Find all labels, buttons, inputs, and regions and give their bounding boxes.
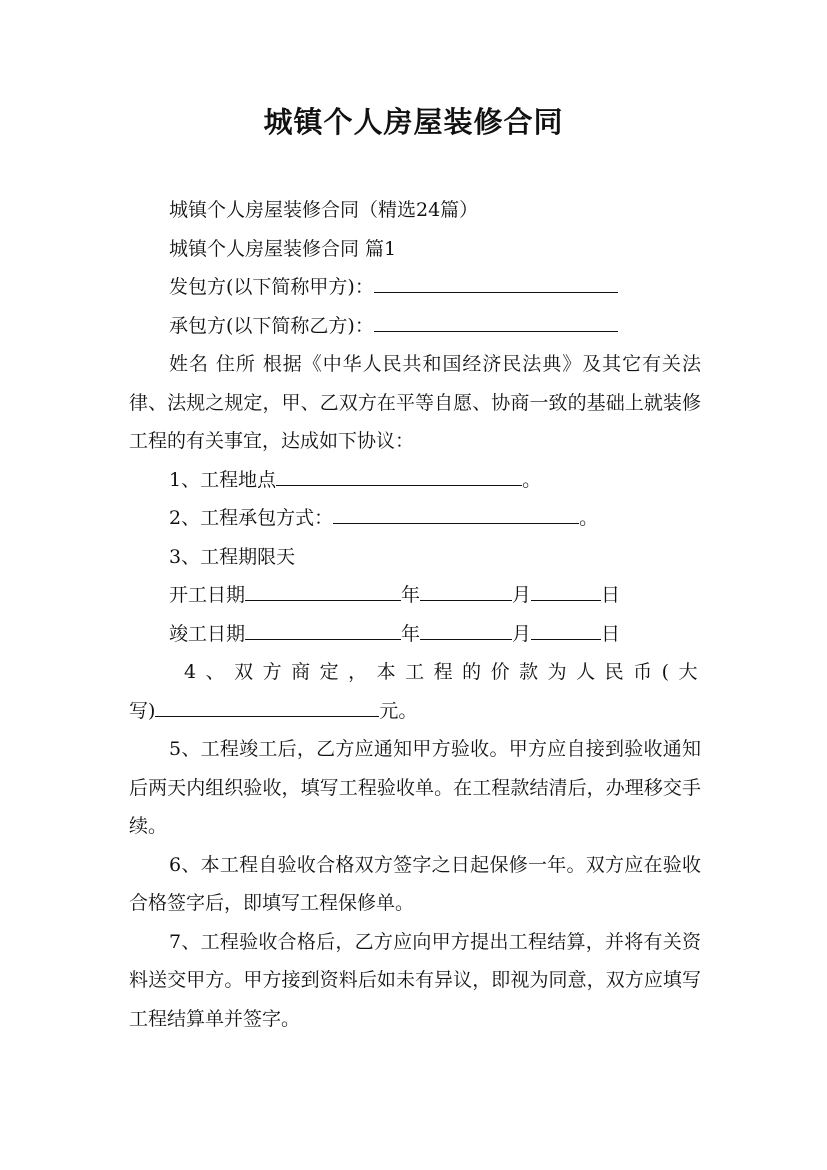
party-a-line (129, 268, 701, 307)
end-date-label: 竣工日期 (169, 622, 246, 645)
party-a-blank (374, 273, 618, 293)
item-1-blank (276, 466, 522, 486)
item-2-line (129, 499, 701, 538)
end-year-blank (245, 620, 401, 640)
party-b-line (129, 307, 701, 346)
item-7-paragraph: 7、工程验收合格后，乙方应向甲方提出工程结算，并将有关资料送交甲方。甲方接到资料后如未有异议，即视为同意，双方应填写工程结算单并签字。 (129, 930, 701, 1030)
end-day-blank (531, 620, 601, 640)
item-4-prefix: 写) (129, 699, 156, 722)
start-month-blank (420, 581, 512, 601)
start-month-label: 月 (512, 584, 532, 606)
start-year-blank (245, 581, 401, 601)
item-4-amount-blank (155, 697, 379, 717)
document-title: 城镇个人房屋装修合同 (263, 105, 564, 139)
item-6-paragraph: 6、本工程自验收合格双方签字之日起保修一年。双方应在验收合格签字后，即填写工程保修单。 (129, 853, 701, 914)
end-month-label: 月 (512, 622, 532, 645)
item-4-suffix: 元。 (379, 699, 418, 722)
item-4-line-1: 4、双方商定，本工程的价款为人民币(大 (184, 661, 708, 683)
end-month-blank (420, 620, 512, 640)
item-1-end: 。 (522, 468, 542, 491)
item-1-label: 1、工程地点 (169, 468, 277, 491)
item-5-paragraph: 5、工程竣工后，乙方应通知甲方验收。甲方应自接到验收通知后两天内组织验收，填写工程验收单。在工程款结清后，办理移交手续。 (129, 738, 701, 837)
section-heading: 城镇个人房屋装修合同 篇1 (169, 237, 397, 260)
document-body (129, 191, 708, 1038)
item-3-line: 3、工程期限天 (169, 545, 296, 568)
item-2-label: 2、工程承包方式： (169, 507, 334, 529)
item-2-end: 。 (579, 507, 599, 529)
item-4-line-2 (129, 692, 701, 731)
party-a-label: 发包方(以下简称甲方)： (169, 276, 374, 298)
party-b-label: 承包方(以下简称乙方)： (169, 314, 374, 337)
end-date-line (129, 615, 701, 654)
party-b-blank (374, 312, 618, 332)
end-day-label: 日 (601, 622, 621, 645)
intro-paragraph: 姓名 住所 根据《中华人民共和国经济民法典》及其它有关法律、法规之规定，甲、乙双方在平等自愿、协商一致的基础上就装修工程的有关事宜，达成如下协议： (129, 353, 701, 452)
item-1-line (129, 461, 701, 500)
start-date-label: 开工日期 (169, 584, 246, 606)
item-2-blank (333, 504, 579, 524)
document-subtitle: 城镇个人房屋装修合同（精选24篇） (169, 199, 479, 221)
start-date-line (129, 576, 701, 615)
end-year-label: 年 (401, 622, 421, 645)
start-day-label: 日 (601, 584, 621, 606)
start-year-label: 年 (401, 584, 421, 606)
start-day-blank (531, 581, 601, 601)
